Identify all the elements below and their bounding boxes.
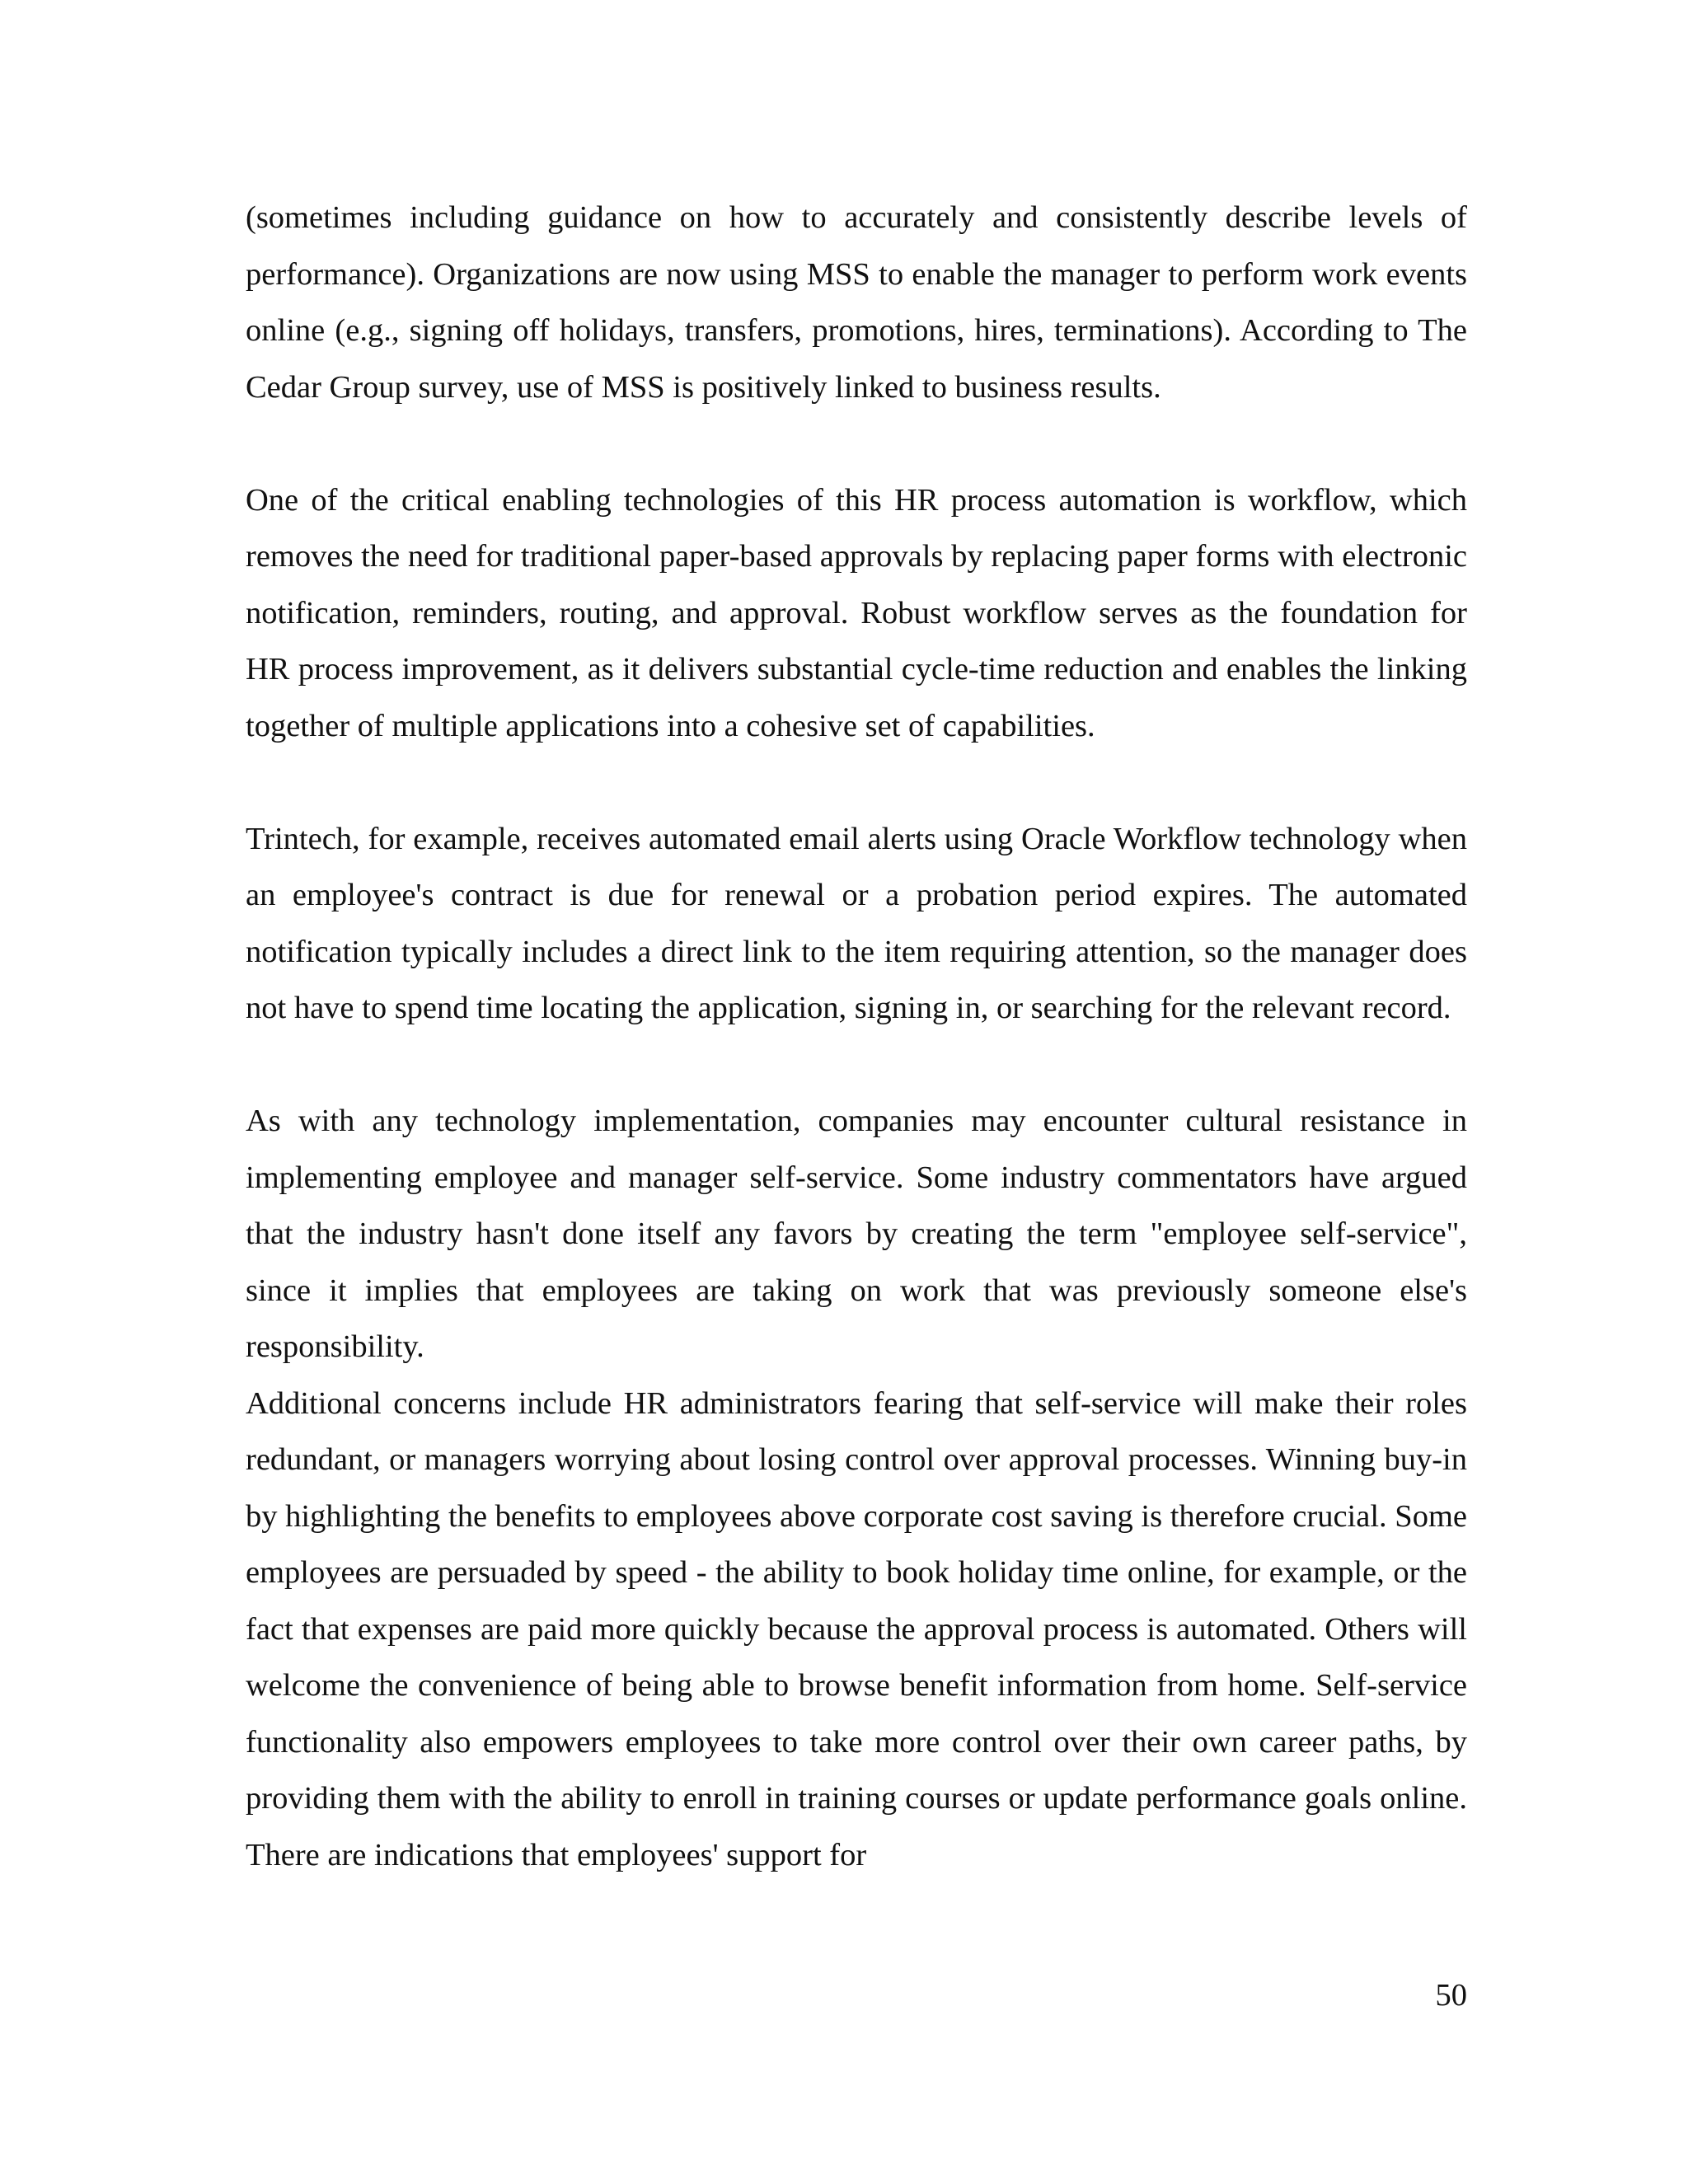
- body-text: [246, 190, 1467, 1883]
- paragraph-workflow: One of the critical enabling technologies of this HR process automation is workflow, which removes the need for traditional paper-based approvals by replacing paper forms with electronic notification, reminders, routing, and approval. Robust workflow serves as the foundation for HR process improvement, as it delivers substantial cycle-time reduction and enables the linking together of multiple applications into a cohesive set of capabilities.: [246, 482, 1467, 743]
- paragraph-trintech: Trintech, for example, receives automated email alerts using Oracle Workflow technology when an employee's contract is due for renewal or a probation period expires. The automated notification typically includes a direct link to the item requiring attention, so the manager does not have to spend time locating the application, signing in, or searching for the relevant record.: [246, 821, 1467, 1025]
- page-number: 50: [1435, 1978, 1467, 2013]
- paragraph-additional-concerns: Additional concerns include HR administrators fearing that self-service will make their roles redundant, or managers worrying about losing control over approval processes. Winning buy-in by highlighting the benefits to employees above corporate cost saving is therefore crucial. Some employees are persuaded by speed - the ability to book holiday time online, for example, or the fact that expenses are paid more quickly because the approval process is automated. Others will welcome the convenience of being able to browse benefit information from home. Self-service functionality also empowers employees to take more control over their own career paths, by providing them with the ability to enroll in training courses or update performance goals online. There are indications that employees' support for: [246, 1385, 1467, 1872]
- paragraph-cultural-resistance: As with any technology implementation, companies may encounter cultural resistance in implementing employee and manager self-service. Some industry commentators have argued that the industry hasn't done itself any favors by creating the term "employee self-service", since it implies that employees are taking on work that was previously someone else's responsibility.: [246, 1104, 1467, 1364]
- paragraph-mss: (sometimes including guidance on how to accurately and consistently describe levels of performance). Organizations are now using MSS to enable the manager to perform work events online (e.g., signing off holidays, transfers, promotions, hires, terminations). According to The Cedar Group survey, use of MSS is positively linked to business results.: [246, 200, 1467, 405]
